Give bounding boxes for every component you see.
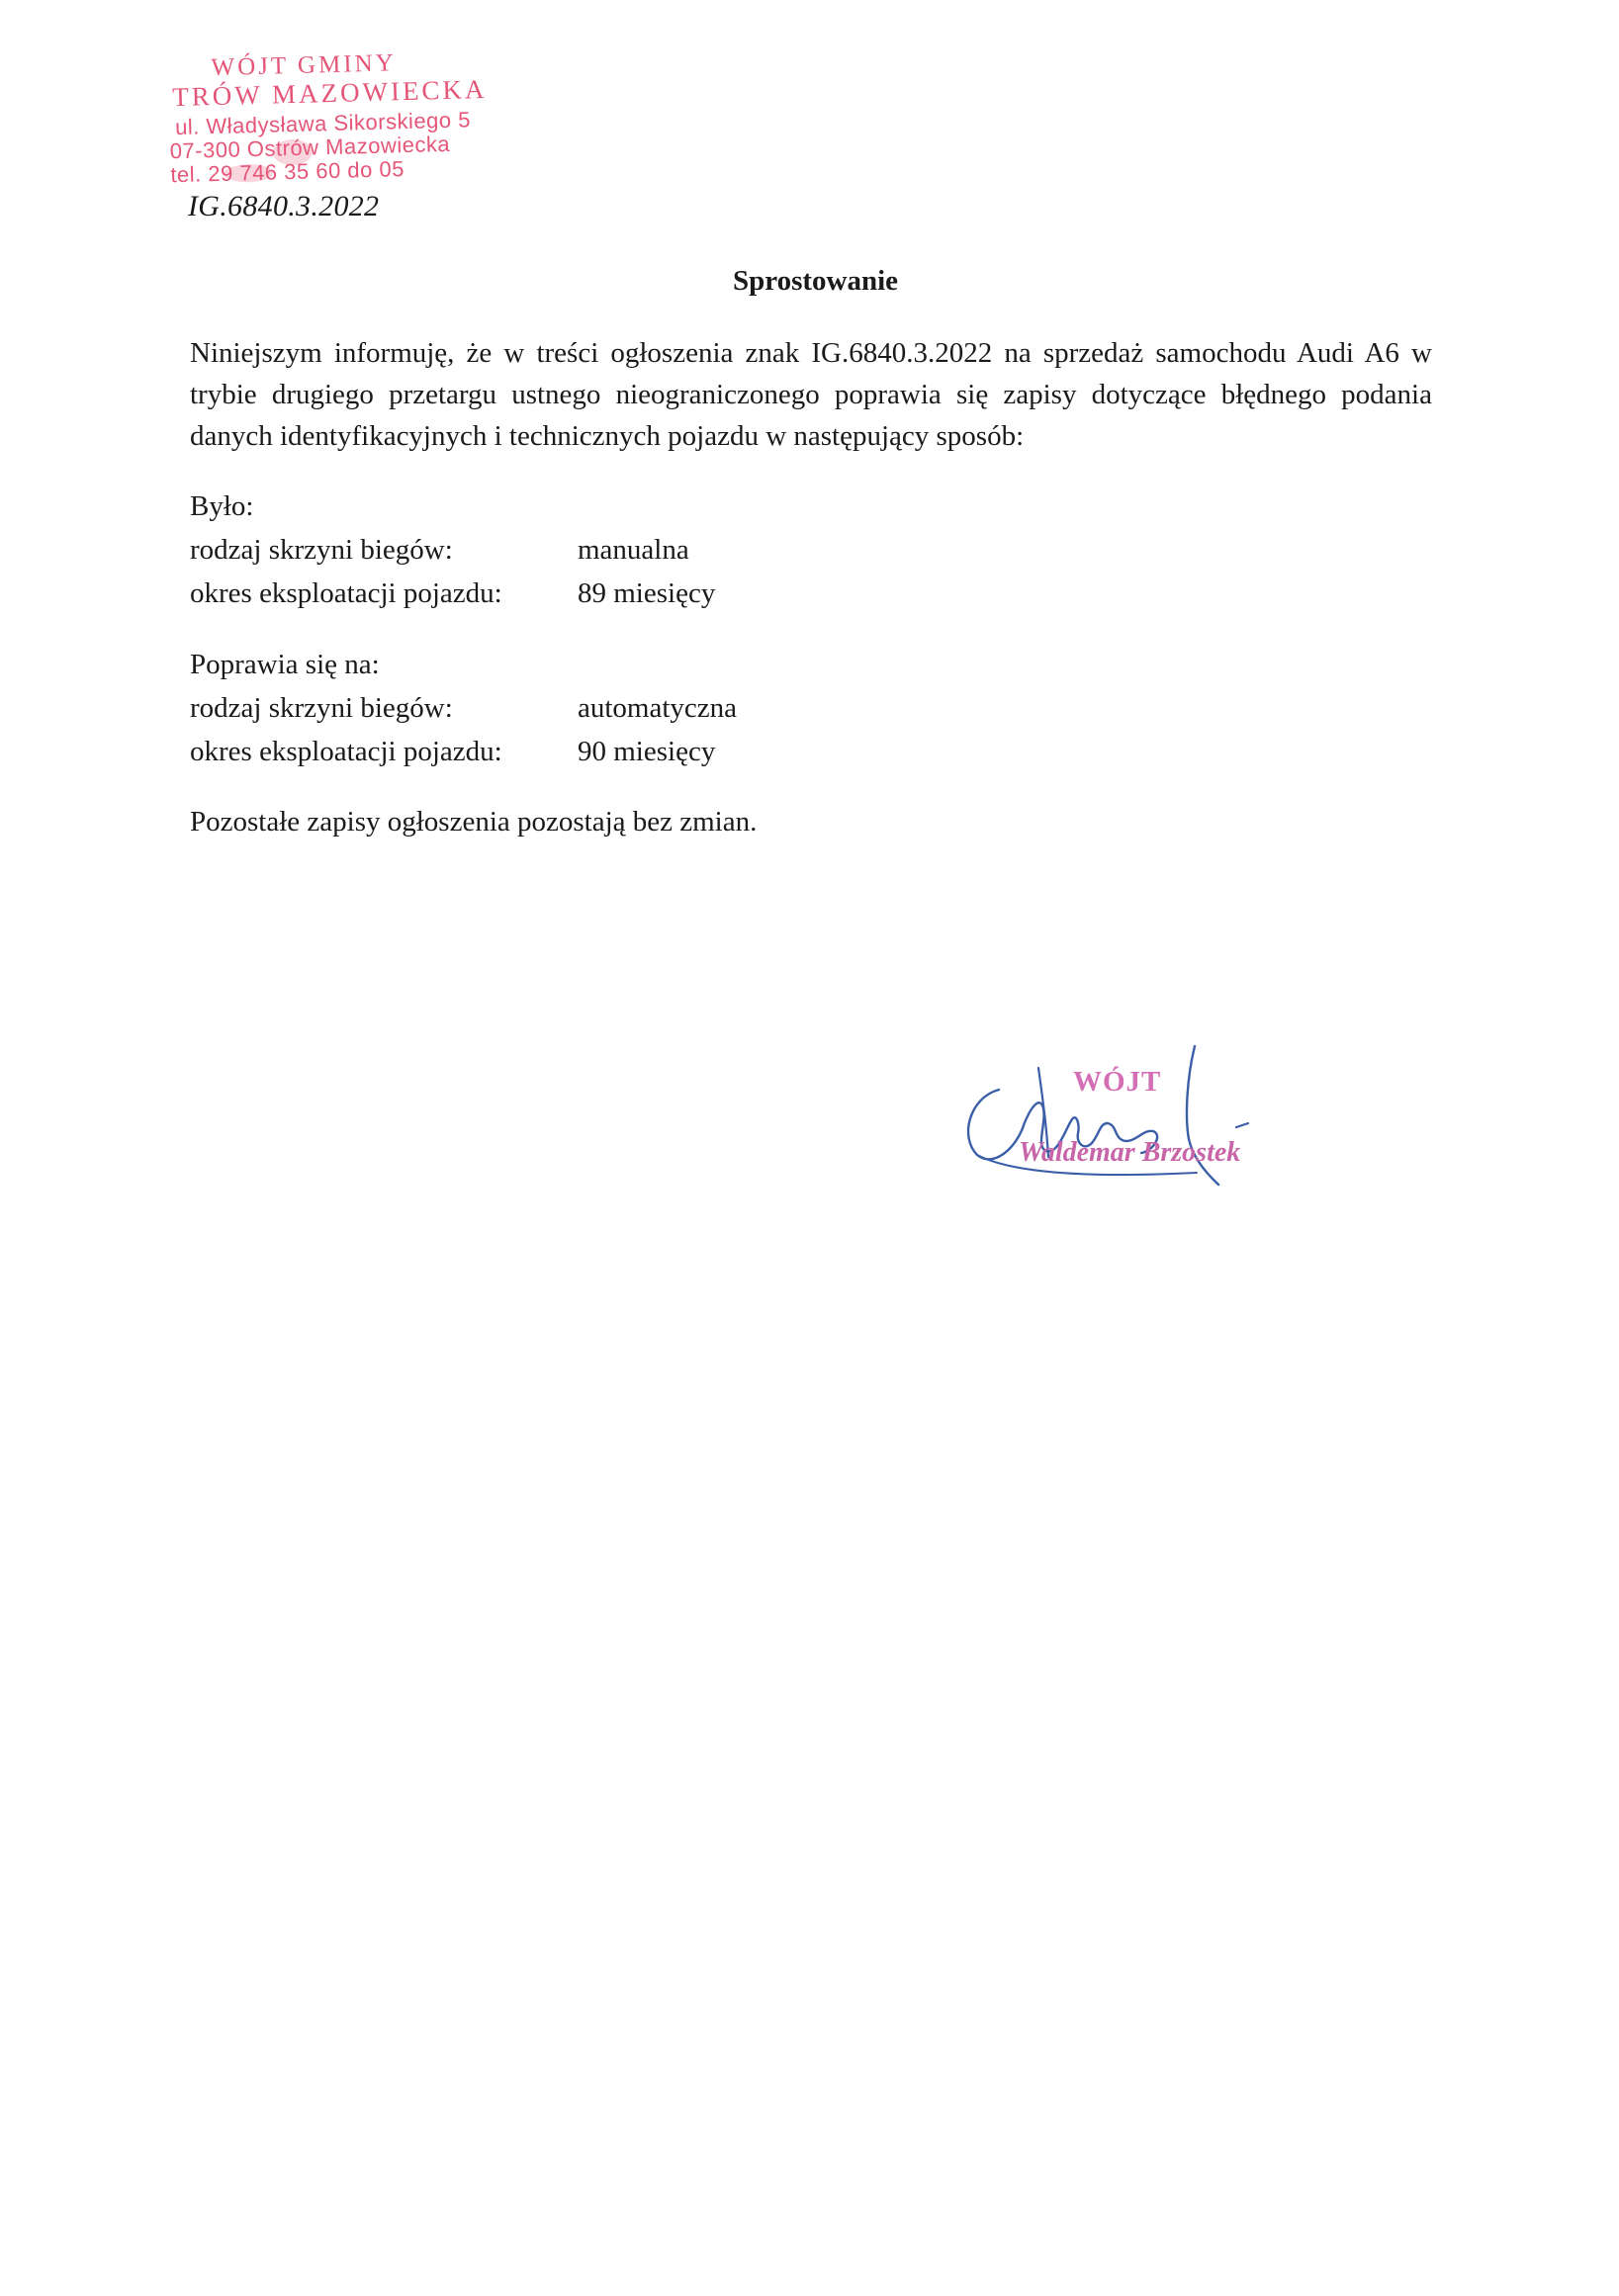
before-section [190, 485, 1432, 615]
stamp-line-4: 07-300 Ostrów Mazowiecka [169, 131, 451, 164]
closing-sentence: Pozostałe zapisy ogłoszenia pozostają bez zmian. [190, 806, 758, 838]
before-row [190, 572, 1432, 615]
stamp-line-3: ul. Władysława Sikorskiego 5 [174, 107, 472, 140]
before-row-value: manualna [578, 534, 689, 566]
signature-block [940, 1028, 1286, 1246]
after-row-value: automatyczna [578, 692, 738, 724]
after-row-label: okres eksploatacji pojazdu: [190, 736, 502, 767]
stamp-line-5: tel. 29 746 35 60 do 05 [170, 156, 405, 188]
after-row [190, 686, 1432, 730]
document-title: Sprostowanie [732, 265, 899, 297]
stamp-line-2: TRÓW MAZOWIECKA [171, 73, 488, 113]
after-row-value: 90 miesięcy [578, 736, 716, 767]
after-heading: Poprawia się na: [190, 649, 380, 680]
before-heading: Było: [190, 490, 254, 522]
stamp-line-1: WÓJT GMINY [211, 49, 398, 82]
before-row-value: 89 miesięcy [578, 577, 716, 609]
document-body [190, 332, 1432, 842]
intro-paragraph: Niniejszym informuję, że w treści ogłoszenia znak IG.6840.3.2022 na sprzedaż samochodu Audi A6 w trybie drugiego przetargu ustnego nieograniczonego poprawia się zapisy dotyczące błędnego podania danych identyfikacyjnych i technicznych pojazdu w następujący sposób: [190, 337, 1432, 452]
before-row-label: rodzaj skrzyni biegów: [190, 534, 453, 566]
signature-title: WÓJT [1073, 1066, 1162, 1098]
office-stamp [161, 47, 501, 195]
after-row [190, 730, 1432, 773]
before-row-label: okres eksploatacji pojazdu: [190, 577, 502, 609]
reference-number: IG.6840.3.2022 [188, 190, 380, 222]
before-row [190, 528, 1432, 572]
signatory-name: Waldemar Brzostek [1019, 1137, 1241, 1168]
after-row-label: rodzaj skrzyni biegów: [190, 692, 453, 724]
after-section [190, 643, 1432, 773]
